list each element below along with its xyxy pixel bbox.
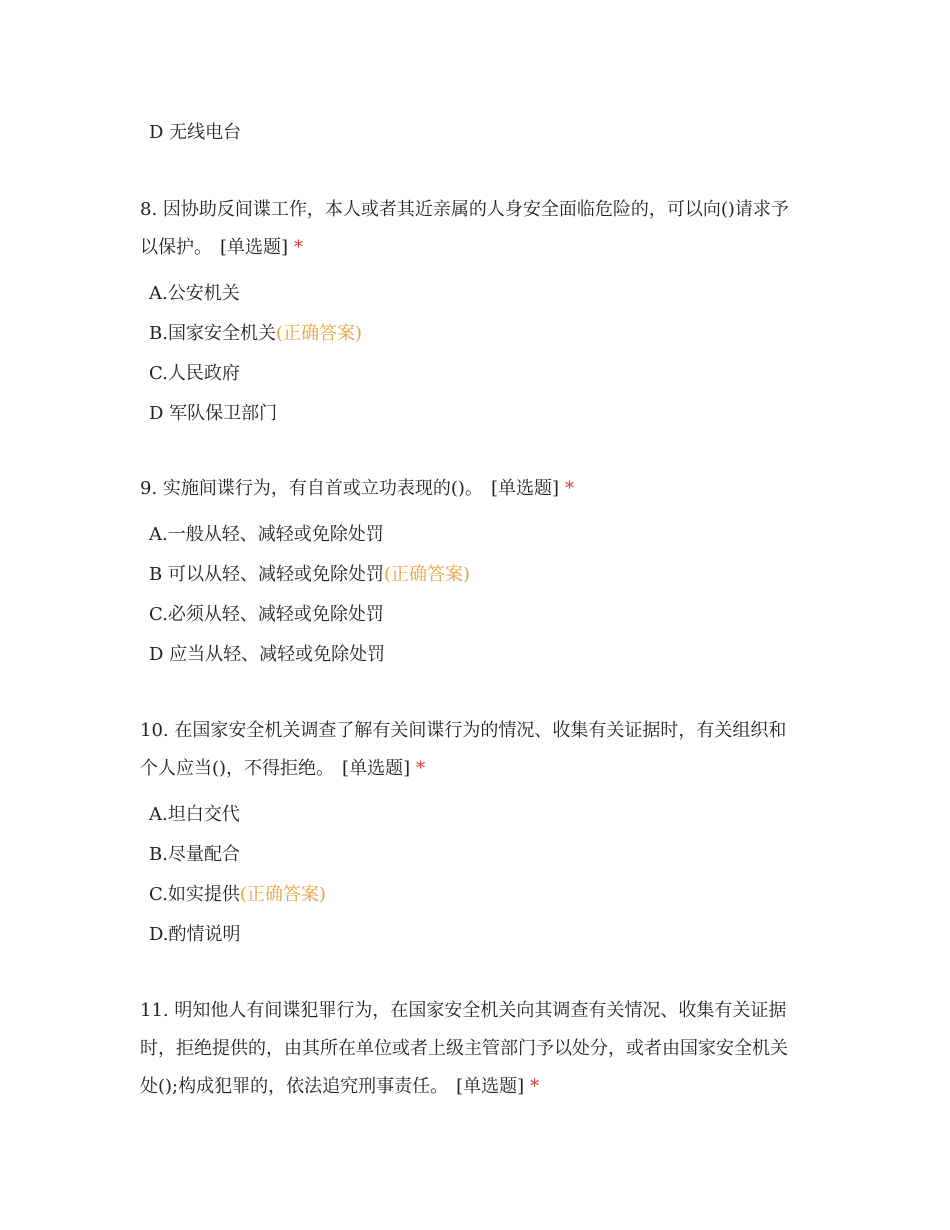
- q8-option-d[interactable]: [149, 402, 277, 426]
- q9-option-a[interactable]: [149, 523, 384, 547]
- question-11-title: [140, 992, 820, 1106]
- question-text-line: 10. 在国家安全机关调查了解有关间谍行为的情况、收集有关证据时，有关组织和: [140, 720, 787, 741]
- question-9-title: [140, 470, 820, 508]
- question-text-line: 8. 因协助反间谍工作，本人或者其近亲属的人身安全面临危险的，可以向()请求予: [140, 199, 789, 220]
- option-text: A.公安机关: [149, 283, 240, 304]
- required-asterisk: *: [416, 758, 426, 779]
- q8-option-c[interactable]: [149, 362, 240, 386]
- q10-option-c[interactable]: [149, 883, 326, 907]
- option-text: B.国家安全机关: [149, 323, 276, 344]
- q9-option-d[interactable]: [149, 643, 385, 667]
- required-asterisk: *: [565, 478, 574, 499]
- option-text: C.如实提供: [149, 884, 240, 905]
- option-text: C.人民政府: [149, 363, 240, 384]
- option-text: D 无线电台: [149, 122, 242, 143]
- q8-option-a[interactable]: [149, 282, 240, 306]
- q10-option-a[interactable]: [149, 803, 240, 827]
- question-text-line: 11. 明知他人有间谍犯罪行为，在国家安全机关向其调查有关情况、收集有关证据: [140, 1000, 787, 1021]
- question-text-line: 时，拒绝提供的，由其所在单位或者上级主管部门予以处分，或者由国家安全机关: [140, 1038, 788, 1059]
- q9-option-c[interactable]: [149, 603, 384, 627]
- correct-answer-mark: (正确答案): [383, 564, 470, 585]
- question-text-line: 以保护。: [140, 237, 212, 258]
- question-text-line: 处();构成犯罪的，依法追究刑事责任。: [140, 1076, 449, 1097]
- option-text: B 可以从轻、减轻或免除处罚: [149, 564, 384, 585]
- question-type-label: [单选题]: [220, 237, 289, 258]
- option-text: D 军队保卫部门: [149, 403, 278, 424]
- question-8-title: [140, 191, 820, 267]
- correct-answer-mark: (正确答案): [275, 323, 362, 344]
- option-text: D 应当从轻、减轻或免除处罚: [149, 644, 386, 665]
- q9-option-b[interactable]: [149, 563, 470, 587]
- option-text: A.坦白交代: [149, 804, 240, 825]
- question-type-label: [单选题]: [342, 758, 411, 779]
- question-10-title: [140, 712, 820, 788]
- q10-option-b[interactable]: [149, 843, 240, 867]
- question-text-line: 9. 实施间谍行为，有自首或立功表现的()。: [140, 478, 483, 499]
- option-text: A.一般从轻、减轻或免除处罚: [149, 524, 384, 545]
- question-type-label: [单选题]: [456, 1076, 525, 1097]
- question-text-line: 个人应当()，不得拒绝。: [140, 758, 335, 779]
- option-text: B.尽量配合: [149, 844, 240, 865]
- q7-option-d[interactable]: [149, 121, 241, 145]
- question-type-label: [单选题]: [490, 478, 559, 499]
- option-text: C.必须从轻、减轻或免除处罚: [149, 604, 384, 625]
- q10-option-d[interactable]: [149, 923, 241, 947]
- option-text: D.酌情说明: [149, 924, 241, 945]
- correct-answer-mark: (正确答案): [239, 884, 326, 905]
- q8-option-b[interactable]: [149, 322, 362, 346]
- required-asterisk: *: [294, 237, 304, 258]
- required-asterisk: *: [530, 1076, 540, 1097]
